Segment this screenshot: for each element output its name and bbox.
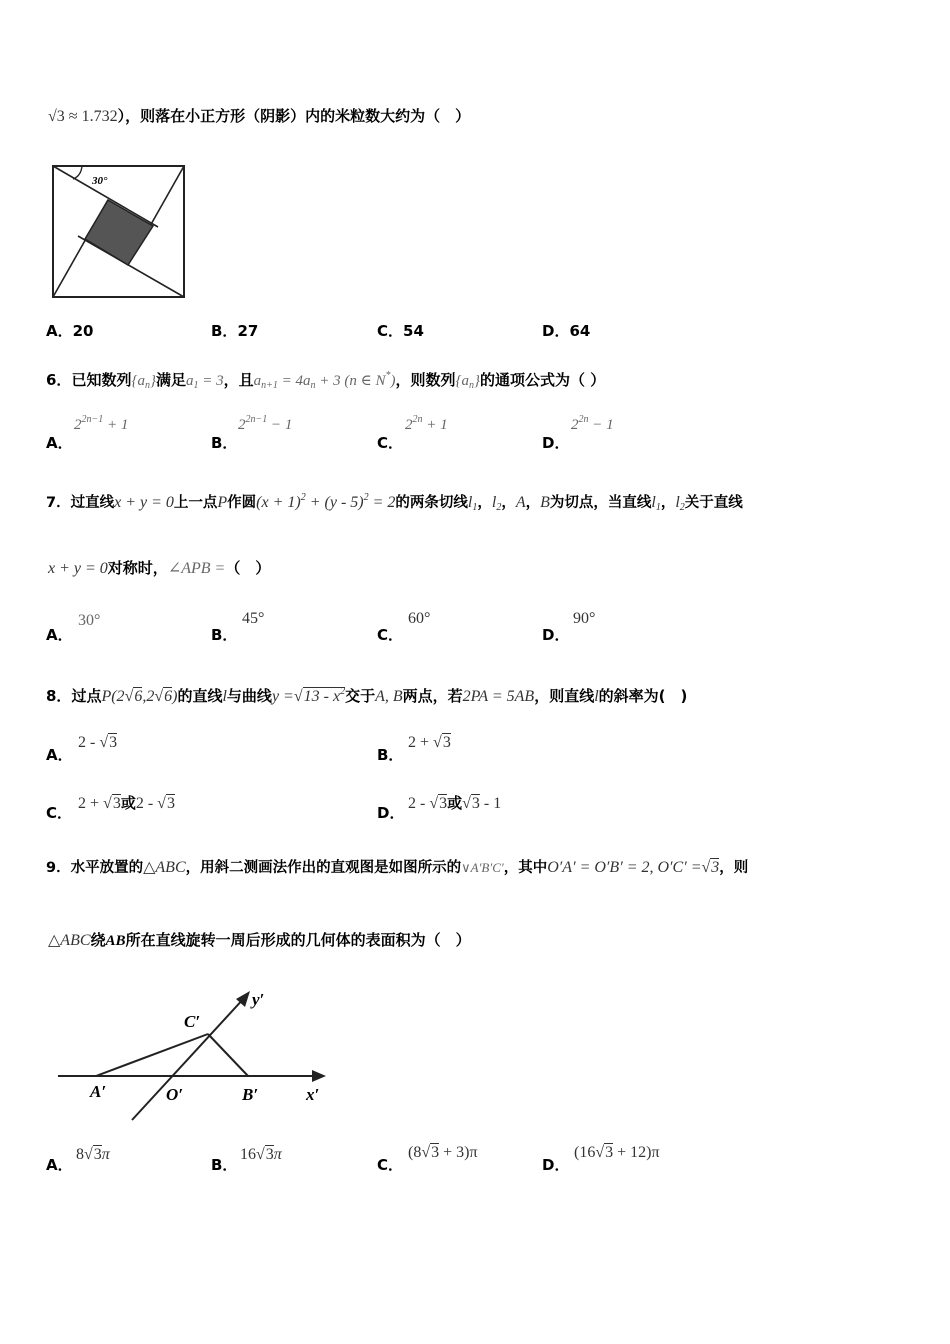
q5-approx-math: √3 ≈ 1.732 xyxy=(48,108,118,125)
q6-option-c-value: $2^{2n} + 1$ xyxy=(405,414,448,433)
q5-option-d[interactable]: D．64 xyxy=(542,322,591,340)
q9-option-c-value: (8√3 + 3)π xyxy=(408,1144,478,1161)
q7-option-b[interactable]: B． xyxy=(211,626,238,644)
q5-option-b[interactable]: B．27 xyxy=(211,322,259,340)
q6-stem: 6．已知数列$\{a_n\}$满足$a_1 = 3$，且$a_{n+1} = 4a_n + 3$ (n ∈ N*)，则数列$\{a_n\}$的通项公式为（ ） xyxy=(46,370,606,391)
q6-option-a-value: $2^{2n-1} + 1$ xyxy=(74,414,129,433)
q9-option-b-value: 16√3π xyxy=(240,1146,282,1163)
q9-oblique-figure xyxy=(50,982,340,1122)
q8-option-d[interactable]: D． xyxy=(377,804,405,822)
q5-square-figure xyxy=(48,160,188,302)
q9-option-a[interactable]: A． xyxy=(46,1156,73,1174)
angle-label: 30° xyxy=(92,175,108,187)
label-b-prime: B′ xyxy=(242,1085,259,1104)
label-x-prime: x′ xyxy=(306,1085,320,1104)
q7-option-a-value: 30° xyxy=(78,612,101,629)
angle-arc xyxy=(73,166,82,179)
label-c-prime: C′ xyxy=(184,1012,201,1031)
q6-option-d[interactable]: D． xyxy=(542,434,570,452)
q8-option-b[interactable]: B． xyxy=(377,746,404,764)
q7-option-c[interactable]: C． xyxy=(377,626,404,644)
label-y-prime: y′ xyxy=(252,990,265,1009)
q8-option-c[interactable]: C． xyxy=(46,804,73,822)
q8-option-b-value: 2 + √3 xyxy=(408,734,451,751)
q8-option-c-value: 2 + √3或2 - √3 xyxy=(78,794,175,812)
label-o-prime: O′ xyxy=(166,1085,184,1104)
q7-option-b-value: 45° xyxy=(242,610,265,627)
shaded-small-square xyxy=(85,200,153,265)
q7-stem-line1: 7．过直线x + y = 0上一点P作圆$(x + 1)^2 + (y - 5)^2 = 2$的两条切线$l_1$，$l_2$，A，B为切点，当直线$l_1$，$l_2$关于直线 xyxy=(46,492,743,513)
q6-option-d-value: $2^{2n} - 1$ xyxy=(571,414,614,433)
q9-option-d-value: (16√3 + 12)π xyxy=(574,1144,660,1161)
q5-option-a[interactable]: A．20 xyxy=(46,322,94,340)
q9-stem-line2: △ABC绕AB所在直线旋转一周后形成的几何体的表面积为（ ） xyxy=(48,931,471,949)
q8-stem: 8．过点P(2√6,2√6)的直线l与曲线$y =√13 - x^2$交于A, B两点，若2PA = 5AB，则直线l的斜率为( ) xyxy=(46,686,688,705)
q5-stem xyxy=(48,106,470,127)
q7-option-a[interactable]: A． xyxy=(46,626,73,644)
q9-option-d[interactable]: D． xyxy=(542,1156,570,1174)
x-axis-arrow xyxy=(312,1070,326,1082)
q6-option-c[interactable]: C． xyxy=(377,434,404,452)
q9-stem-line1: 9．水平放置的△ABC，用斜二测画法作出的直观图是如图所示的∨A′B′C′，其中O′A′ = O′B′ = 2, O′C′ =√3，则 xyxy=(46,859,749,876)
q5-option-c[interactable]: C．54 xyxy=(377,322,424,340)
q6-option-a[interactable]: A． xyxy=(46,434,73,452)
q7-option-d[interactable]: D． xyxy=(542,626,570,644)
q9-option-c[interactable]: C． xyxy=(377,1156,404,1174)
q7-option-d-value: 90° xyxy=(573,610,596,627)
q8-option-a-value: 2 - √3 xyxy=(78,734,118,751)
q8-option-a[interactable]: A． xyxy=(46,746,73,764)
q5-stem-text: ），则落在小正方形（阴影）内的米粒数大约为（ ） xyxy=(117,107,471,125)
q6-option-b[interactable]: B． xyxy=(211,434,238,452)
q6-option-b-value: $2^{2n-1} - 1$ xyxy=(238,414,293,433)
label-a-prime: A′ xyxy=(90,1082,107,1101)
q9-option-b[interactable]: B． xyxy=(211,1156,238,1174)
q8-option-d-value: 2 - √3或√3 - 1 xyxy=(408,794,502,812)
q7-stem-line2: x + y = 0对称时，∠APB =（ ） xyxy=(48,559,271,577)
side-c-b xyxy=(208,1034,248,1076)
q7-option-c-value: 60° xyxy=(408,610,431,627)
q9-option-a-value: 8√3π xyxy=(76,1146,110,1163)
